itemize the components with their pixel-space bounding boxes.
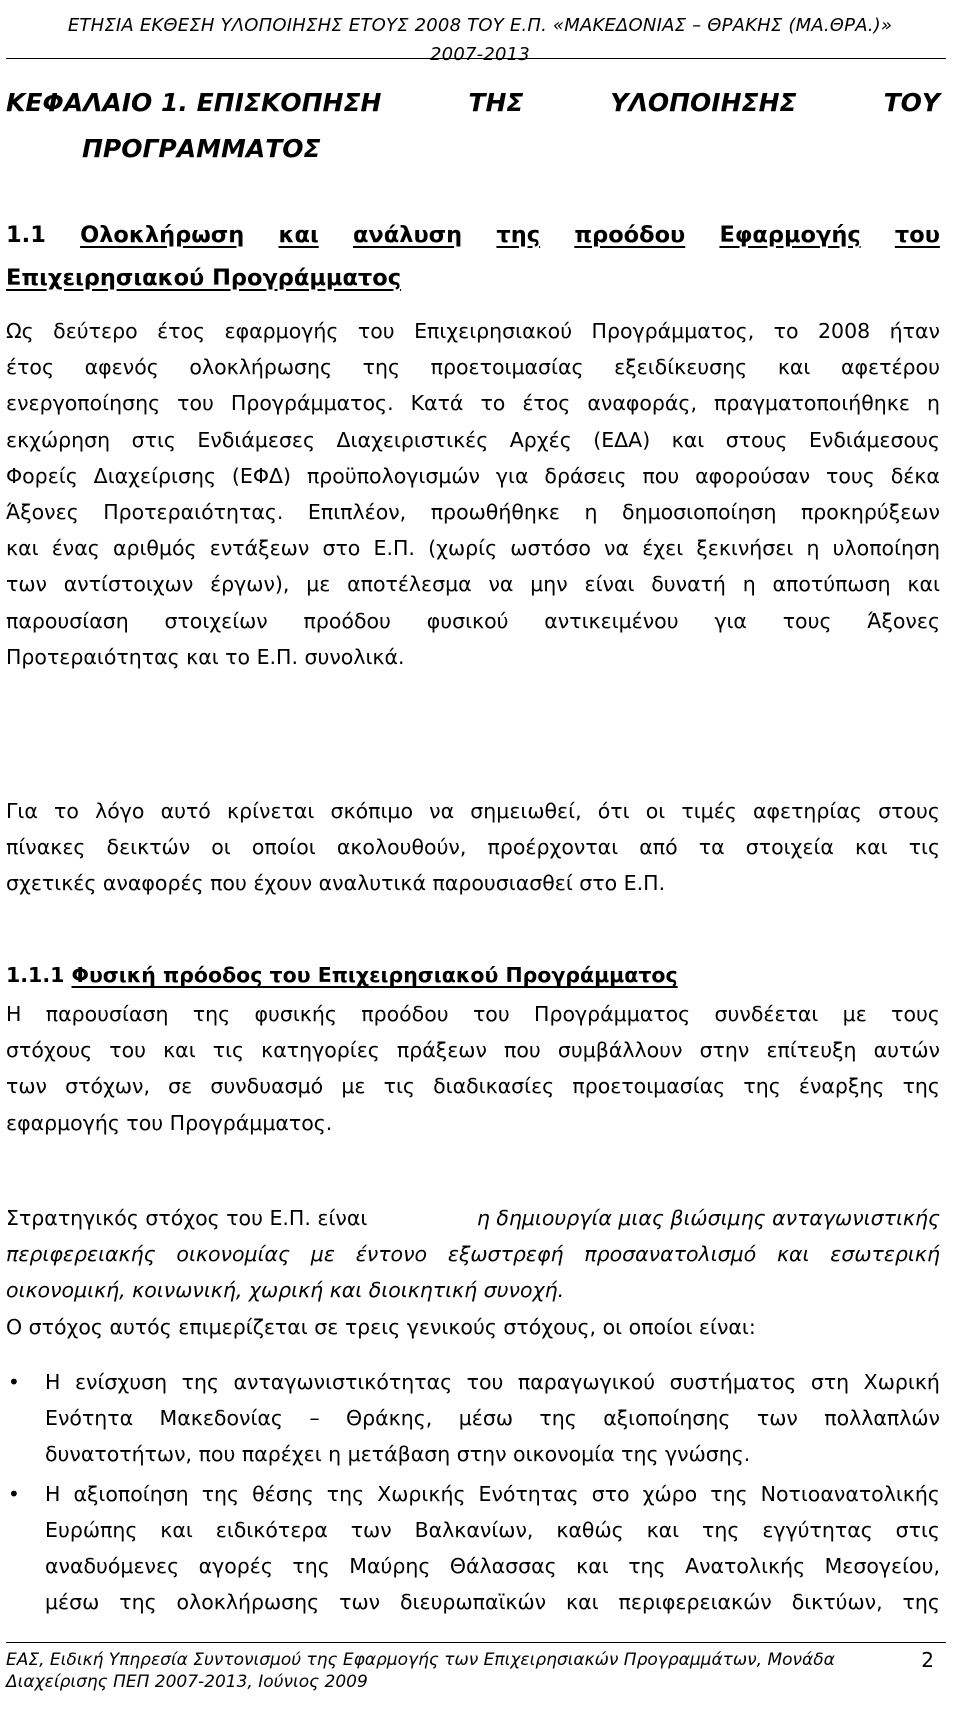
goals-list [6, 1364, 940, 1620]
paragraph-baseline-values [6, 793, 940, 902]
text-line [6, 1200, 940, 1236]
text-line: Άξονες Προτεραιότητας. Επιπλέον, προωθήθηκε η δημοσιοποίηση προκηρύξεων [6, 500, 940, 525]
text-line: Ο στόχος αυτός επιμερίζεται σε τρεις γενικούς στόχους, οι οποίοι είναι: [6, 1314, 756, 1339]
text-line: οικονομική, κοινωνική, χωρική και διοικητική συνοχή. [6, 1278, 565, 1303]
chapter-heading-line-2: ΠΡΟΓΡΑΜΜΑΤΟΣ [82, 134, 321, 163]
list-item [6, 1364, 940, 1473]
section-title-word: του [894, 222, 940, 248]
text-line: και ένας αριθμός εντάξεων στο Ε.Π. (χωρίς ωστόσο να έχει ξεκινήσει η υλοποίηση [6, 536, 940, 561]
subsection-title: Φυσική πρόοδος του Επιχειρησιακού Προγράμματος [71, 963, 678, 987]
section-title-word: προόδου [574, 222, 686, 248]
text-line: Ευρώπης και ειδικότερα των Βαλκανίων, καθώς και της εγγύτητας στις [45, 1517, 940, 1542]
text-line: Φορείς Διαχείρισης (ΕΦΔ) προϋπολογισμών για δράσεις που αφορούσαν τους δέκα [6, 463, 940, 488]
section-title-word: της [496, 222, 541, 248]
text-line: Ενότητα Μακεδονίας – Θράκης, μέσω της αξιοποίησης των πολλαπλών [45, 1406, 940, 1431]
list-item [6, 1476, 940, 1621]
paragraph-overview [6, 313, 940, 675]
text-line: Προτεραιότητας και το Ε.Π. συνολικά. [6, 644, 405, 669]
section-title-word: Εφαρμογής [719, 222, 861, 248]
strategic-goal-italic: η δημιουργία μιας βιώσιμης ανταγωνιστικής [476, 1206, 940, 1230]
text-line: αναδυόμενες αγορές της Μαύρης Θάλασσας και της Ανατολικής Μεσογείου, [45, 1554, 940, 1579]
text-line: των αντίστοιχων έργων), με αποτέλεσμα να μην είναι δυνατή η αποτύπωση και [6, 572, 940, 597]
paragraph-physical-progress [6, 996, 940, 1141]
subsection-number: 1.1.1 [6, 963, 65, 987]
text-line: Για το λόγο αυτό κρίνεται σκόπιμο να σημειωθεί, ότι οι τιμές αφετηρίας στους [6, 799, 940, 823]
section-title-line-2: Επιχειρησιακού Προγράμματος [6, 265, 402, 291]
section-title-word: ανάλυση [352, 222, 463, 248]
section-title-word: και [278, 222, 319, 248]
text-line: εκχώρηση στις Ενδιάμεσες Διαχειριστικές Αρχές (ΕΔΑ) και στους Ενδιάμεσους [6, 427, 940, 452]
paragraph-strategic-goal [6, 1200, 940, 1345]
page-footer [6, 1642, 946, 1693]
section-title-word: Ολοκλήρωση [80, 222, 245, 248]
chapter-word-2: ΤΗΣ [468, 88, 524, 117]
text-line: Η ενίσχυση της ανταγωνιστικότητας του παραγωγικού συστήματος στη Χωρική [45, 1370, 940, 1394]
chapter-heading [6, 80, 940, 172]
subsection-heading [6, 957, 940, 993]
text-line: των στόχων, σε συνδυασμό με τις διαδικασίες προετοιμασίας της έναρξης της [6, 1074, 940, 1099]
chapter-word-1: ΚΕΦΑΛΑΙΟ 1. ΕΠΙΣΚΟΠΗΣΗ [6, 88, 382, 117]
section-heading [6, 214, 940, 300]
text-line: Ως δεύτερο έτος εφαρμογής του Επιχειρησιακού Προγράμματος, το 2008 ήταν [6, 319, 940, 343]
running-header [0, 14, 960, 67]
text-line: πίνακες δεικτών οι οποίοι ακολουθούν, προέρχονται από τα στοιχεία και τις [6, 835, 940, 860]
text-line: Η παρουσίαση της φυσικής προόδου του Προγράμματος συνδέεται με τους [6, 1002, 940, 1026]
text-line: παρουσίαση στοιχείων προόδου φυσικού αντικειμένου για τους Άξονες [6, 608, 940, 633]
footer-line-2: Διαχείρισης ΠΕΠ 2007-2013, Ιούνιος 2009 [6, 1672, 368, 1692]
text-line: Η αξιοποίηση της θέσης της Χωρικής Ενότητας στο χώρο της Νοτιοανατολικής [45, 1481, 940, 1506]
footer-line-1: ΕΑΣ, Ειδική Υπηρεσία Συντονισμού της Εφαρμογής των Επιχειρησιακών Προγραμμάτων, Μονάδα [6, 1650, 835, 1670]
header-line-2: 2007-2013 [430, 44, 530, 65]
chapter-word-4: ΤΟΥ [883, 88, 940, 117]
header-line-1: ΕΤΗΣΙΑ ΕΚΘΕΣΗ ΥΛΟΠΟΙΗΣΗΣ ΕΤΟΥΣ 2008 ΤΟΥ Ε.Π. «ΜΑΚΕΔΟΝΙΑΣ – ΘΡΑΚΗΣ (ΜΑ.ΘΡΑ.)» [67, 15, 893, 36]
text-line: ενεργοποίησης του Προγράμματος. Κατά το έτος αναφοράς, πραγματοποιήθηκε η [6, 391, 940, 416]
text-line: δυνατοτήτων, που παρέχει η μετάβαση στην οικονομία της γνώσης. [45, 1442, 751, 1467]
page-number: 2 [921, 1648, 934, 1672]
bullet-icon: • [8, 1481, 20, 1506]
chapter-word-3: ΥΛΟΠΟΙΗΣΗΣ [610, 88, 797, 117]
text-line: μέσω της ολοκλήρωσης των διευρωπαϊκών και περιφερειακών δικτύων, της [45, 1590, 940, 1615]
bullet-icon: • [8, 1370, 20, 1394]
text-line: στόχους του και τις κατηγορίες πράξεων που συμβάλλουν στην επίτευξη αυτών [6, 1038, 940, 1063]
header-rule [6, 58, 946, 59]
section-number: 1.1 [6, 222, 46, 248]
text-line: σχετικές αναφορές που έχουν αναλυτικά παρουσιασθεί στο Ε.Π. [6, 871, 666, 896]
strategic-goal-lead: Στρατηγικός στόχος του Ε.Π. είναι [6, 1206, 368, 1230]
text-line: έτος αφενός ολοκλήρωσης της προετοιμασίας εξειδίκευσης και αφετέρου [6, 355, 940, 380]
text-line: εφαρμογής του Προγράμματος. [6, 1110, 333, 1135]
text-line: περιφερειακής οικονομίας με έντονο εξωστρεφή προσανατολισμό και εσωτερική [6, 1242, 940, 1267]
